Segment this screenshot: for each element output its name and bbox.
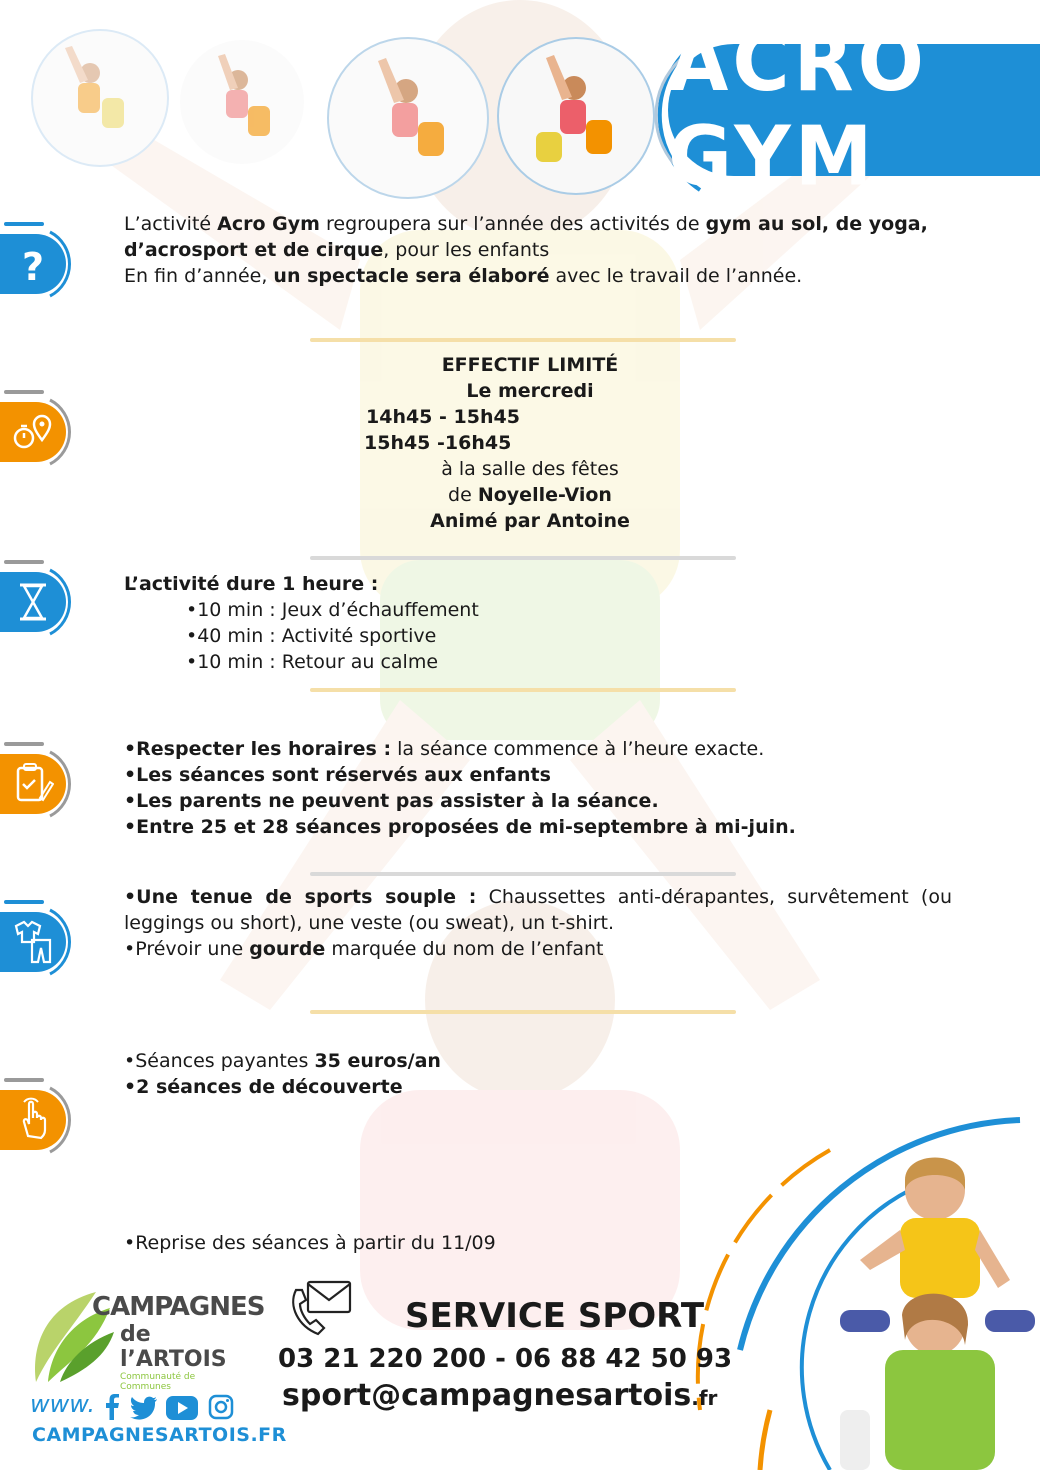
instagram-icon[interactable]: [208, 1394, 234, 1420]
pricing-line-3: •Reprise des séances à partir du 11/09: [124, 1232, 496, 1254]
schedule-coach: Animé par Antoine: [430, 510, 630, 532]
outfit-line-1: •Une tenue de sports souple : Chaussettes anti-dérapantes, survêtement (ou: [124, 886, 952, 908]
gym-photo-circle-1: [30, 28, 170, 168]
rule-item: •Les parents ne peuvent pas assister à la séance.: [124, 790, 659, 812]
logo-line-1: CAMPAGNES: [92, 1292, 265, 1322]
gym-photo-circle-3: [326, 36, 490, 200]
schedule-day: Le mercredi: [466, 380, 594, 402]
separator-2: [310, 556, 736, 560]
separator-1: [310, 338, 736, 342]
schedule-place: à la salle des fêtes: [441, 458, 619, 480]
separator-4: [310, 872, 736, 876]
intro-line-1: L’activité Acro Gym regroupera sur l’année des activités de gym au sol, de yoga,: [124, 213, 928, 235]
pricing-line-1: •Séances payantes 35 euros/an: [124, 1050, 441, 1072]
duration-heading: L’activité dure 1 heure :: [124, 573, 379, 595]
outfit-line-2: leggings ou short), une veste (ou sweat), un t-shirt.: [124, 912, 615, 934]
intro-line-2: d’acrosport et de cirque, pour les enfants: [124, 239, 550, 261]
duration-section-icon: [0, 560, 82, 642]
separator-3: [310, 688, 736, 692]
youtube-icon[interactable]: [166, 1396, 198, 1420]
kids-photo: [680, 1110, 1040, 1470]
stopwatch-location-icon: [10, 410, 54, 454]
duration-item: •40 min : Activité sportive: [186, 625, 437, 647]
website-link[interactable]: CAMPAGNESARTOIS.FR: [32, 1424, 287, 1446]
duration-block: [124, 571, 724, 675]
hand-click-icon: [16, 1096, 52, 1142]
mail-phone-icon: [288, 1276, 354, 1338]
schedule-slot-1: 14h45 - 15h45: [366, 406, 520, 428]
svg-text:?: ?: [21, 245, 45, 286]
schedule-slot-2: 15h45 -16h45: [364, 432, 512, 454]
twitter-icon[interactable]: [130, 1396, 158, 1420]
clothing-icon: [12, 920, 54, 964]
outfit-block: [124, 884, 952, 962]
hourglass-icon: [18, 582, 48, 622]
gym-photo-circle-4: [496, 36, 656, 196]
schedule-town: de Noyelle-Vion: [448, 484, 612, 506]
rule-item: •Entre 25 et 28 séances proposées de mi-septembre à mi-juin.: [124, 816, 796, 838]
rule-item: •Les séances sont réservés aux enfants: [124, 764, 551, 786]
phone-numbers[interactable]: 03 21 220 200 - 06 88 42 50 93: [278, 1344, 733, 1374]
email-link[interactable]: sport@campagnesartois.fr: [282, 1378, 718, 1413]
logo-subtitle: Communauté de Communes: [120, 1372, 196, 1392]
separator-5: [310, 1010, 736, 1014]
outfit-section-icon: [0, 900, 82, 982]
rule-item: •Respecter les horaires : la séance commence à l’heure exacte.: [124, 738, 765, 760]
schedule-limit: EFFECTIF LIMITÉ: [441, 354, 619, 376]
outfit-line-3: •Prévoir une gourde marquée du nom de l’enfant: [124, 938, 604, 960]
www-prefix: www.: [30, 1390, 95, 1418]
logo-line-2: de l’ARTOIS: [120, 1322, 227, 1372]
duration-item: •10 min : Retour au calme: [186, 651, 439, 673]
duration-item: •10 min : Jeux d’échauffement: [186, 599, 479, 621]
intro-paragraph: [124, 211, 964, 289]
service-title: SERVICE SPORT: [405, 1296, 705, 1336]
question-icon: [18, 242, 48, 286]
rules-section-icon: [0, 742, 82, 824]
question-section-icon: [0, 222, 82, 304]
pricing-block: [124, 1048, 724, 1100]
page-title: ACRO GYM: [668, 15, 928, 205]
rules-block: [124, 736, 984, 840]
title-badge: [668, 15, 1040, 205]
pricing-line-2: •2 séances de découverte: [124, 1076, 403, 1098]
gym-photo-circle-2: [178, 38, 306, 166]
logo-text: [92, 1292, 265, 1392]
schedule-section-icon: [0, 390, 82, 472]
checklist-icon: [14, 762, 54, 806]
schedule-block: [300, 352, 760, 534]
facebook-icon[interactable]: [102, 1394, 122, 1420]
intro-line-3: En fin d’année, un spectacle sera élaboré avec le travail de l’année.: [124, 265, 803, 287]
pricing-section-icon: [0, 1078, 82, 1160]
